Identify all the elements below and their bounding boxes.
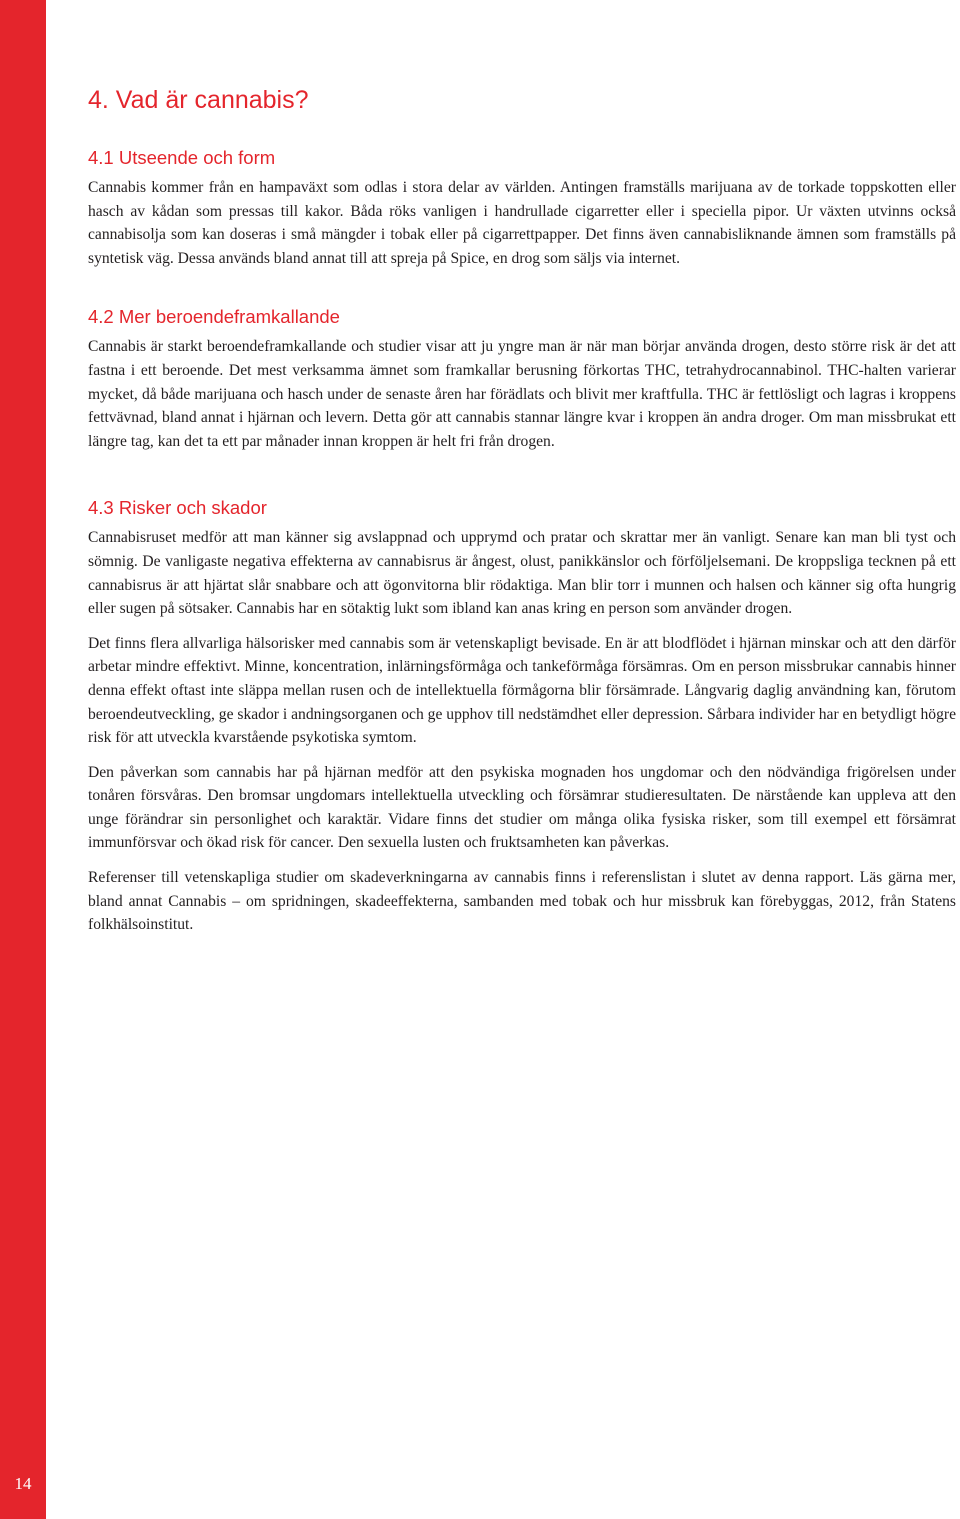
body-paragraph: Cannabis är starkt beroendeframkallande och studier visar att ju yngre man är när man börjar använda drogen, desto större risk är det att fastna i ett beroende. Det mest verksamma ämnet som framkallar berusning förkortas THC, tetrahydrocannabinol. THC-halten varierar mycket, då både marijuana och hasch under de senaste åren har förädlats och blivit mer kraftfulla. THC är fettlösligt och lagras i kroppens fettvävnad, bland annat i hjärnan och levern. Detta gör att cannabis stannar längre kvar i kroppen än andra droger. Om man missbrukat ett längre tag, kan det ta ett par månader innan kroppen är helt fri från drogen. [88, 338, 956, 450]
page-title: 4. Vad är cannabis? [88, 86, 309, 114]
body-paragraph: Det finns flera allvarliga hälsorisker med cannabis som är vetenskapligt bevisade. En är att blodflödet i hjärnan minskar och att den därför arbetar mindre effektivt. Minne, koncentration, inlärningsförmåga och tankeförmåga försämras. Om en person missbrukar cannabis hinner denna effekt oftast inte släppa mellan rusen och de intellektuella förmågorna blir försämrade. Långvarig daglig användning kan, förutom beroendeutveckling, ge skador i andningsorganen och ge upphov till nedstämdhet eller depression. Sårbara individer har en betydligt högre risk för att utveckla kvarstående psykotiska symtom. [88, 634, 956, 747]
page-content [88, 82, 956, 937]
body-paragraph: Cannabis kommer från en hampaväxt som odlas i stora delar av världen. Antingen framställs marijuana av de torkade toppskotten eller hasch av kådan som pressas till kakor. Båda röks vanligen i handrullade cigarretter eller i speciella pipor. Ur växten utvinns också cannabisolja som kan doseras i små mängder i tobak eller på cigarrettpapper. Det finns även cannabisliknande ämnen som framställs på syntetisk väg. Dessa används bland annat till att spreja på Spice, en drog som säljs via internet. [88, 179, 956, 267]
section-heading: 4.2 Mer beroendeframkallande [88, 306, 340, 328]
section-heading: 4.3 Risker och skador [88, 497, 267, 519]
body-paragraph: Den påverkan som cannabis har på hjärnan medför att den psykiska mognaden hos ungdomar och den nödvändiga frigörelsen under tonåren försvåras. Den bromsar ungdomars intellektuella utveckling och försämrar studieresultaten. De närstående kan uppleva att den unge förändrar sin personlighet och karaktär. Vidare finns det studier om många olika fysiska risker, som till exempel ett försämrat immunförsvar och ökad risk för cancer. Den sexuella lusten och fruktsamheten kan påverkas. [88, 763, 956, 852]
section-heading: 4.1 Utseende och form [88, 147, 276, 168]
section-mer-beroendeframkallande [88, 303, 956, 453]
page-number: 14 [14, 1474, 32, 1493]
section-risker-och-skador [88, 494, 956, 937]
section-utseende-och-form [88, 144, 956, 270]
red-margin-bar [0, 0, 46, 1519]
body-paragraph: Referenser till vetenskapliga studier om skadeverkningarna av cannabis finns i referenslistan i slutet av denna rapport. Läs gärna mer, bland annat Cannabis – om spridningen, skadeeffekterna, sambanden med tobak och hur missbruk kan förebyggas, 2012, från Statens folkhälsoinstitut. [88, 869, 956, 934]
body-paragraph: Cannabisruset medför att man känner sig avslappnad och upprymd och pratar och skrattar mer än vanligt. Senare kan man bli tyst och sömnig. De vanligaste negativa effekterna av cannabisrus är ångest, olust, panikkänslor och förföljelsemani. De kroppsliga tecknen på ett cannabisrus är att hjärtat slår snabbare och att ögonvitorna blir rödaktiga. Man blir torr i munnen och halsen och känner sig ofta hungrig eller sugen på sötsaker. Cannabis har en sötaktig lukt som ibland kan anas kring en person som använder drogen. [88, 529, 956, 618]
